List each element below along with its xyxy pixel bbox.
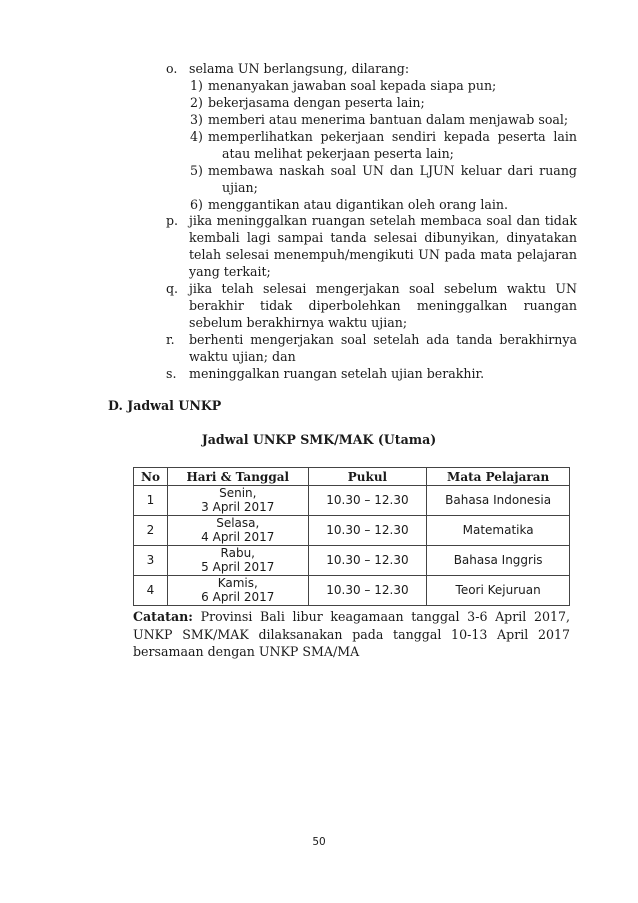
table-row bbox=[134, 486, 570, 516]
sub-item-text: ujian; bbox=[222, 180, 258, 195]
cell-day: Senin, bbox=[219, 486, 257, 500]
cell-no: 2 bbox=[134, 516, 168, 546]
list-marker-r: r. bbox=[166, 332, 175, 347]
table-row bbox=[134, 546, 570, 576]
column-header-date: Hari & Tanggal bbox=[167, 468, 308, 486]
column-header-time: Pukul bbox=[308, 468, 427, 486]
sub-item-num: 6) bbox=[190, 197, 203, 212]
sub-item-text: memperlihatkan pekerjaan sendiri kepada peserta lain bbox=[208, 129, 577, 144]
sub-item-text: atau melihat pekerjaan peserta lain; bbox=[222, 146, 454, 161]
cell-date-value: 6 April 2017 bbox=[201, 589, 275, 604]
sub-item-text: menanyakan jawaban soal kepada siapa pun; bbox=[208, 78, 497, 93]
table-header-row bbox=[134, 468, 570, 486]
list-item-text: jika meninggalkan ruangan setelah membaca soal dan tidak bbox=[189, 213, 577, 228]
table-row bbox=[134, 576, 570, 606]
list-item-text: kembali lagi sampai tanda selesai dibunyikan, dinyatakan bbox=[189, 230, 577, 245]
cell-time: 10.30 – 12.30 bbox=[308, 516, 427, 546]
cell-time: 10.30 – 12.30 bbox=[308, 546, 427, 576]
note-text: Provinsi Bali libur keagamaan tanggal 3-6 April 2017, UNKP SMK/MAK dilaksanakan pada tanggal 10-13 April 2017 bersamaan dengan UNKP SMA/MA bbox=[133, 609, 571, 659]
cell-no: 1 bbox=[134, 486, 168, 516]
list-item-text: meninggalkan ruangan setelah ujian berakhir. bbox=[189, 366, 485, 381]
column-header-no: No bbox=[134, 468, 168, 486]
note-label: Catatan: bbox=[133, 609, 193, 624]
list-item-text: jika telah selesai mengerjakan soal sebelum waktu UN bbox=[189, 281, 577, 296]
list-marker-p: p. bbox=[166, 213, 179, 228]
cell-time: 10.30 – 12.30 bbox=[308, 486, 427, 516]
cell-date bbox=[167, 516, 308, 546]
sub-item-text: bekerjasama dengan peserta lain; bbox=[208, 95, 425, 110]
list-item-text: berhenti mengerjakan soal setelah ada tanda berakhirnya bbox=[189, 332, 577, 347]
table-row bbox=[134, 516, 570, 546]
cell-date bbox=[167, 576, 308, 606]
list-marker-q: q. bbox=[166, 281, 179, 296]
cell-date-value: 4 April 2017 bbox=[201, 529, 275, 544]
section-heading: D. Jadwal UNKP bbox=[108, 398, 222, 413]
cell-day: Rabu, bbox=[220, 546, 255, 560]
sub-item-text: menggantikan atau digantikan oleh orang lain. bbox=[208, 197, 509, 212]
schedule-table bbox=[133, 467, 570, 606]
list-item-text: yang terkait; bbox=[189, 264, 271, 279]
cell-date bbox=[167, 486, 308, 516]
sub-item-num: 4) bbox=[190, 129, 203, 144]
sub-item-text: memberi atau menerima bantuan dalam menjawab soal; bbox=[208, 112, 569, 127]
cell-subject: Bahasa Indonesia bbox=[427, 486, 570, 516]
sub-item-text: membawa naskah soal UN dan LJUN keluar dari ruang bbox=[208, 163, 577, 178]
cell-date-value: 5 April 2017 bbox=[201, 559, 275, 574]
page-number: 50 bbox=[312, 836, 326, 848]
cell-subject: Bahasa Inggris bbox=[427, 546, 570, 576]
cell-date bbox=[167, 546, 308, 576]
cell-subject: Matematika bbox=[427, 516, 570, 546]
cell-subject: Teori Kejuruan bbox=[427, 576, 570, 606]
list-item-text: sebelum berakhirnya waktu ujian; bbox=[189, 315, 408, 330]
list-o-intro: selama UN berlangsung, dilarang: bbox=[189, 61, 410, 76]
table-title: Jadwal UNKP SMK/MAK (Utama) bbox=[201, 432, 437, 447]
sub-item-num: 5) bbox=[190, 163, 203, 178]
cell-day: Kamis, bbox=[217, 576, 258, 590]
list-item-text: waktu ujian; dan bbox=[189, 349, 296, 364]
cell-date-value: 3 April 2017 bbox=[201, 499, 275, 514]
column-header-subject: Mata Pelajaran bbox=[427, 468, 570, 486]
sub-item-num: 3) bbox=[190, 112, 203, 127]
list-item-text: berakhir tidak diperbolehkan meninggalkan ruangan bbox=[189, 298, 577, 313]
cell-no: 3 bbox=[134, 546, 168, 576]
list-marker-o: o. bbox=[166, 61, 178, 76]
cell-day: Selasa, bbox=[216, 516, 260, 530]
list-marker-s: s. bbox=[166, 366, 177, 381]
cell-no: 4 bbox=[134, 576, 168, 606]
note-paragraph bbox=[133, 608, 570, 661]
cell-time: 10.30 – 12.30 bbox=[308, 576, 427, 606]
sub-item-num: 1) bbox=[190, 78, 203, 93]
list-item-text: telah selesai menempuh/mengikuti UN pada mata pelajaran bbox=[189, 247, 577, 262]
sub-item-num: 2) bbox=[190, 95, 203, 110]
